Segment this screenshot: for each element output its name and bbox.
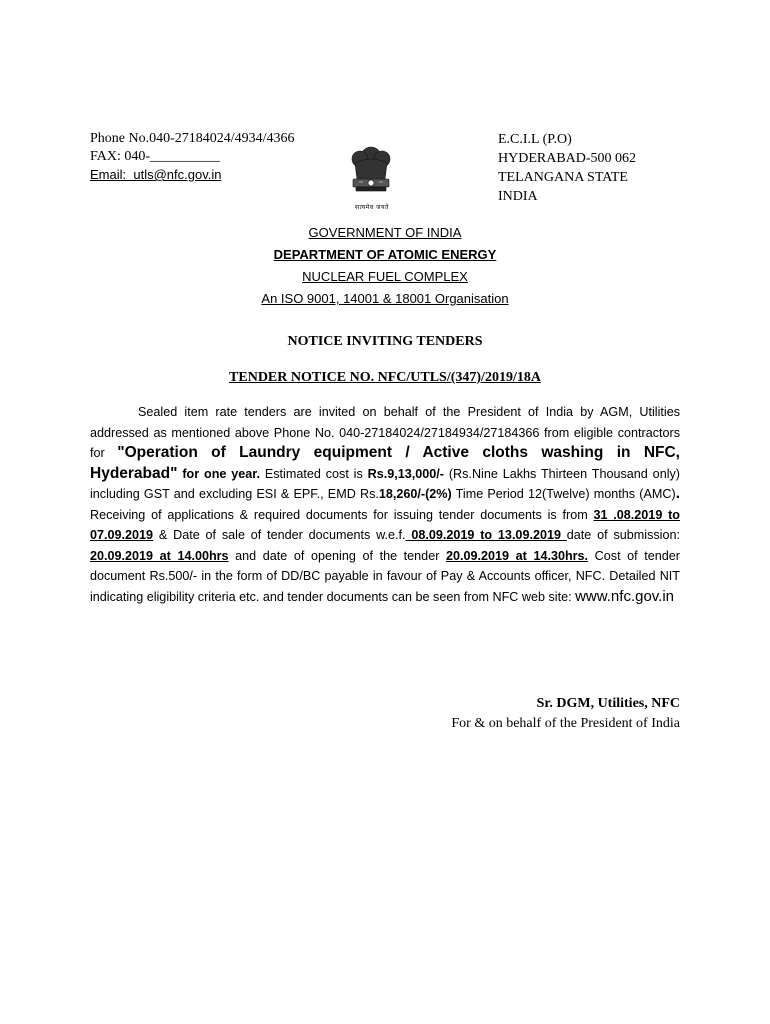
org-iso: An ISO 9001, 14001 & 18001 Organisation [261, 291, 509, 306]
submission-date: 20.09.2019 at 14.00hrs [90, 548, 229, 563]
org-complex: NUCLEAR FUEL COMPLEX [302, 269, 468, 284]
notice-paragraph [90, 402, 680, 607]
fax-blank: __________ [150, 149, 221, 164]
emblem-motto: सत्यमेव जयते [355, 204, 389, 211]
issue-period: 31 .08.2019 to 07.09.2019 [90, 507, 680, 542]
signature-block [451, 694, 680, 734]
body-text: Estimated cost is [259, 466, 368, 481]
org-department: DEPARTMENT OF ATOMIC ENERGY [273, 247, 497, 262]
signatory-title: Sr. DGM, Utilities, NFC [536, 696, 680, 711]
estimated-cost: Rs.9,13,000/- [367, 466, 444, 481]
body-text: Cost of tender document Rs.500/- in the form of DD/BC payable in favour of Pay & Accounts officer, NFC. Detailed NIT indicating eligibility criteria etc. and tender documents can be seen from NFC web site: [90, 548, 680, 604]
tender-number: TENDER NOTICE NO. NFC/UTLS/(347)/2019/18A [229, 370, 541, 385]
signatory-subtitle: For & on behalf of the President of India [451, 716, 680, 731]
email-label: Email: [90, 167, 127, 182]
work-duration: for one year. [177, 466, 260, 481]
opening-date: 20.09.2019 at 14.30hrs. [446, 548, 589, 563]
body-text: & Date of sale of tender documents w.e.f. [153, 528, 406, 542]
organisation-header [0, 222, 770, 310]
notice-body [90, 402, 680, 607]
fax-label: FAX: 040- [90, 149, 151, 164]
org-government: GOVERNMENT OF INDIA [308, 225, 462, 240]
contact-block [90, 130, 295, 184]
address-block [498, 130, 636, 206]
notice-title: NOTICE INVITING TENDERS [287, 334, 483, 349]
emd-amount: 18,260/-(2%) [378, 487, 452, 501]
body-text: (Rs.Nine Lakhs Thirteen Thousand only) including GST and excluding ESI & EPF., EMD Rs. [90, 466, 680, 501]
address-line: TELANGANA STATE [498, 170, 628, 185]
address-line: HYDERABAD-500 062 [498, 151, 637, 166]
work-name: "Operation of Laundry equipment / Active cloths washing in NFC, Hyderabad" [90, 444, 680, 482]
fax-number [90, 148, 295, 166]
email-link[interactable]: utls@nfc.gov.in [133, 167, 222, 182]
website-link[interactable]: www.nfc.gov.in [575, 587, 675, 605]
address-line: INDIA [498, 189, 538, 204]
address-line: E.C.I.L (P.O) [498, 132, 572, 147]
phone-number: Phone No.040-27184024/4934/4366 [90, 131, 295, 146]
body-text: Receiving of applications & required documents for issuing tender documents is from [90, 507, 594, 522]
body-text: and date of opening of the tender [228, 548, 446, 563]
body-text: . [675, 485, 680, 502]
body-text: Time Period 12(Twelve) months (AMC) [451, 487, 676, 501]
body-text: Sealed item rate tenders are invited on behalf of the President of India by AGM, Utilities addressed as mentioned above Phone No. 040-27184024/27184934/27184366 from eligible contractors for [90, 405, 680, 460]
email-line [90, 166, 295, 184]
sale-period: 08.09.2019 to 13.09.2019 [405, 528, 567, 542]
body-text: date of submission: [566, 528, 680, 542]
